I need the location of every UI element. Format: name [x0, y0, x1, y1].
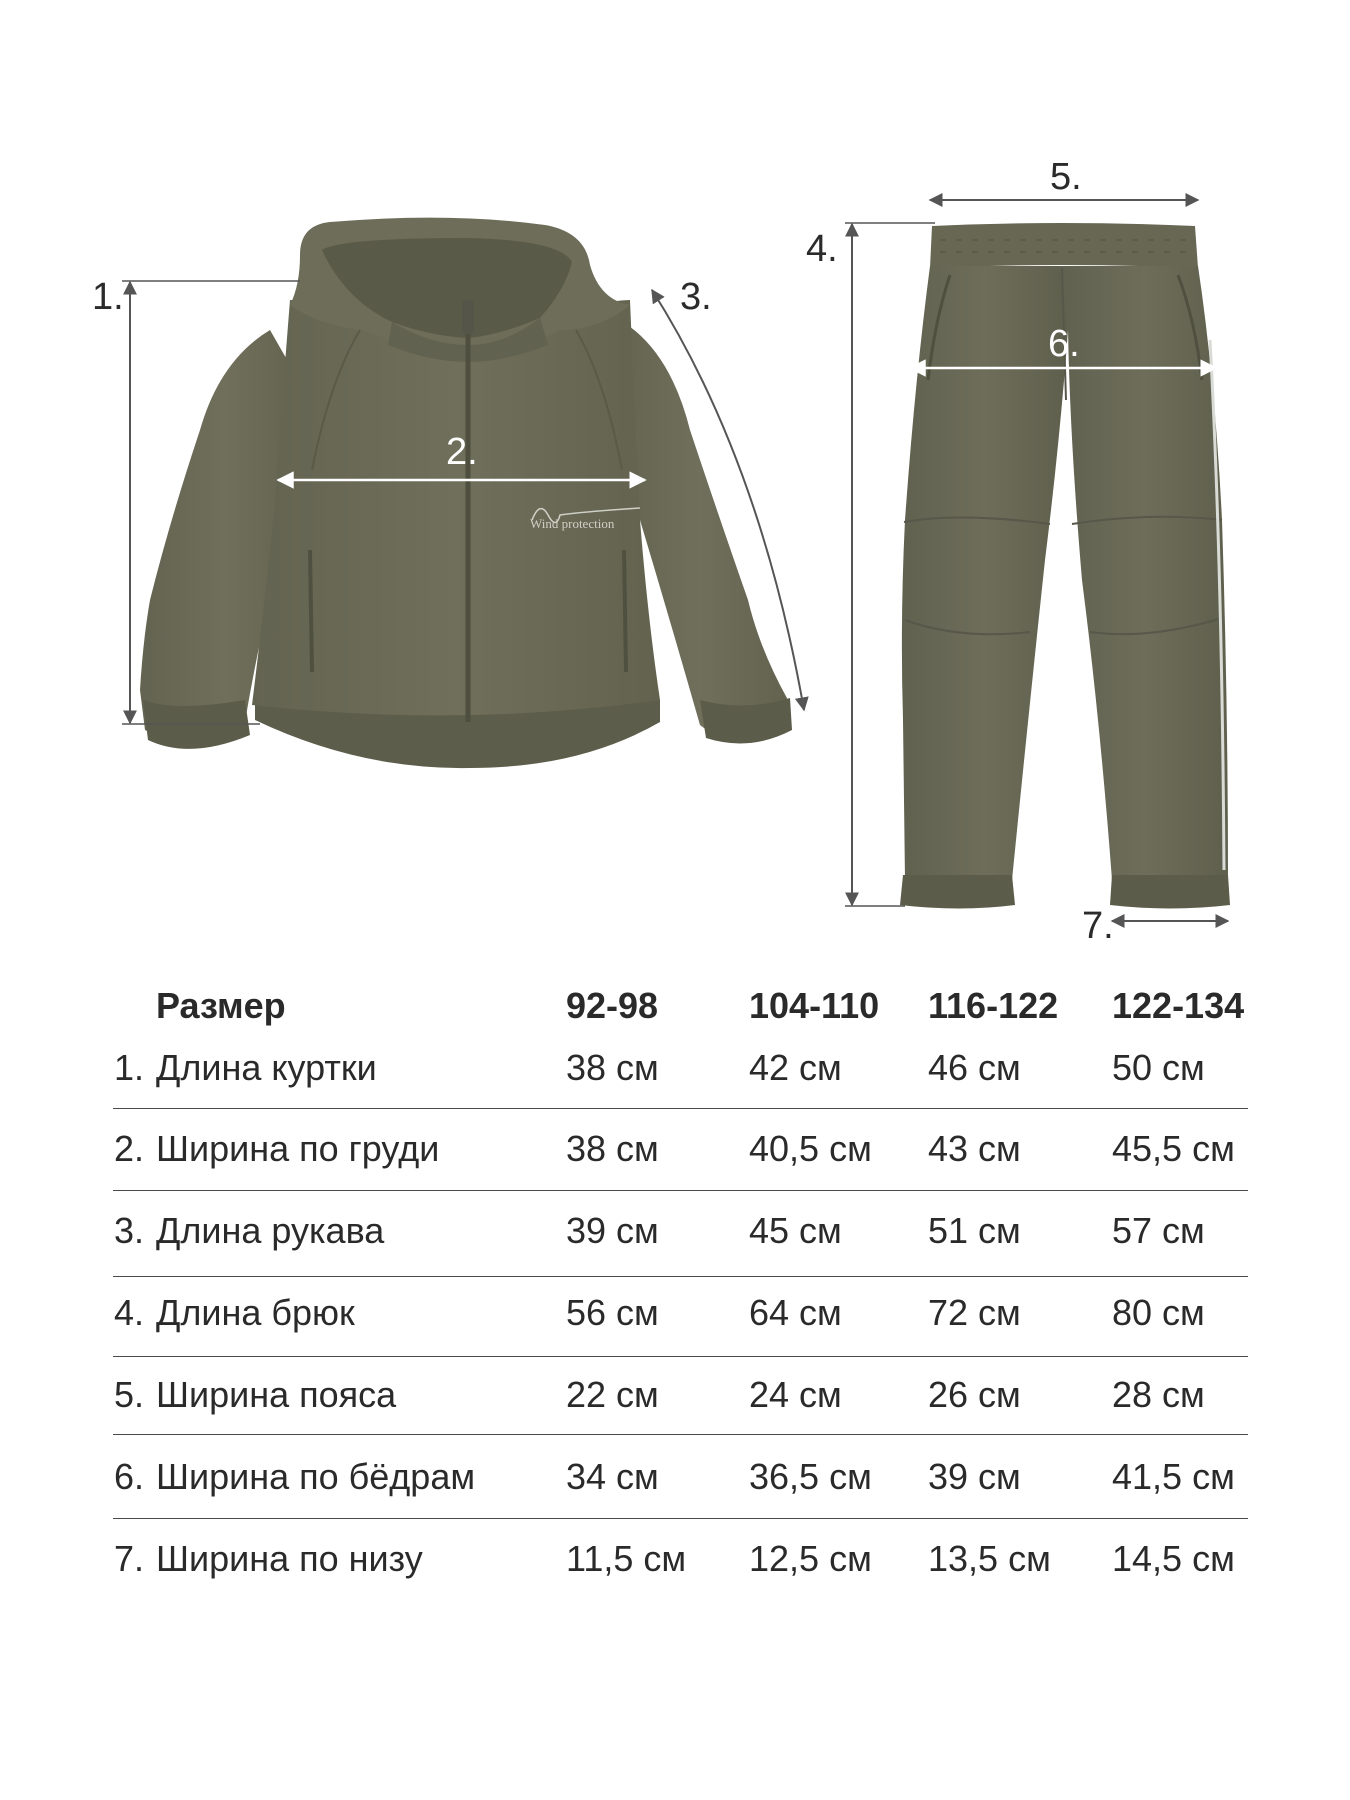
row-value: 39 см [566, 1210, 659, 1251]
table-divider [113, 1356, 1248, 1357]
pants-left-leg [902, 266, 1068, 880]
row-value: 56 см [566, 1292, 659, 1333]
jacket-left-pocket [310, 550, 312, 672]
row-value: 13,5 см [928, 1538, 1051, 1579]
row-number: 7. [113, 1538, 144, 1579]
table-divider [113, 1190, 1248, 1191]
row-value: 45 см [749, 1210, 842, 1251]
table-divider [113, 1276, 1248, 1277]
row-value: 38 см [566, 1128, 659, 1169]
row-value: 24 см [749, 1374, 842, 1415]
row-number: 1. [113, 1047, 144, 1088]
table-divider [113, 1434, 1248, 1435]
row-number: 4. [113, 1292, 144, 1333]
table-divider [113, 1518, 1248, 1519]
row-value: 43 см [928, 1128, 1021, 1169]
row-value: 64 см [749, 1292, 842, 1333]
row-value: 38 см [566, 1047, 659, 1088]
callout-3: 3. [680, 276, 712, 318]
row-label: Длина рукава [156, 1210, 385, 1251]
jacket-zipper-pull [462, 300, 474, 334]
row-number: 5. [113, 1374, 144, 1415]
row-value: 28 см [1112, 1374, 1205, 1415]
row-label: Длина куртки [156, 1047, 377, 1088]
jacket-right-pocket [624, 550, 626, 672]
row-number: 2. [113, 1128, 144, 1169]
callout-5: 5. [1050, 156, 1082, 198]
table-divider [113, 1108, 1248, 1109]
row-value: 40,5 см [749, 1128, 872, 1169]
row-value: 22 см [566, 1374, 659, 1415]
row-value: 45,5 см [1112, 1128, 1235, 1169]
pants-right-leg [1060, 266, 1228, 880]
table-header-size-1: 92-98 [566, 985, 659, 1026]
row-number: 3. [113, 1210, 144, 1251]
row-number: 6. [113, 1456, 144, 1497]
row-value: 46 см [928, 1047, 1021, 1088]
callout-4: 4. [806, 228, 838, 270]
row-value: 26 см [928, 1374, 1021, 1415]
row-value: 14,5 см [1112, 1538, 1235, 1579]
pants-waistband [930, 223, 1198, 268]
row-value: 39 см [928, 1456, 1021, 1497]
table-header-size-2: 104-110 [749, 985, 880, 1026]
row-label: Ширина по низу [156, 1538, 423, 1579]
row-value: 57 см [1112, 1210, 1205, 1251]
row-value: 72 см [928, 1292, 1021, 1333]
pants-right-cuff [1110, 875, 1230, 909]
callout-1: 1. [92, 276, 124, 318]
row-value: 41,5 см [1112, 1456, 1235, 1497]
row-label: Ширина по груди [156, 1128, 440, 1169]
callout-2: 2. [446, 431, 478, 473]
callout-6: 6. [1048, 323, 1080, 365]
row-value: 51 см [928, 1210, 1021, 1251]
row-value: 42 см [749, 1047, 842, 1088]
row-value: 34 см [566, 1456, 659, 1497]
row-value: 80 см [1112, 1292, 1205, 1333]
table-header-size-3: 116-122 [928, 985, 1059, 1026]
row-value: 11,5 см [566, 1538, 687, 1579]
pants-left-cuff [900, 875, 1015, 909]
jacket-print-logo: Wind protection [530, 516, 615, 531]
callout-7: 7. [1082, 905, 1114, 947]
table-header-label: Размер [156, 985, 286, 1026]
row-label: Длина брюк [156, 1292, 355, 1333]
table-header-size-4: 122-134 [1112, 985, 1245, 1026]
row-value: 12,5 см [749, 1538, 872, 1579]
row-label: Ширина по бёдрам [156, 1456, 476, 1497]
row-value: 36,5 см [749, 1456, 872, 1497]
row-value: 50 см [1112, 1047, 1205, 1088]
row-label: Ширина пояса [156, 1374, 397, 1415]
